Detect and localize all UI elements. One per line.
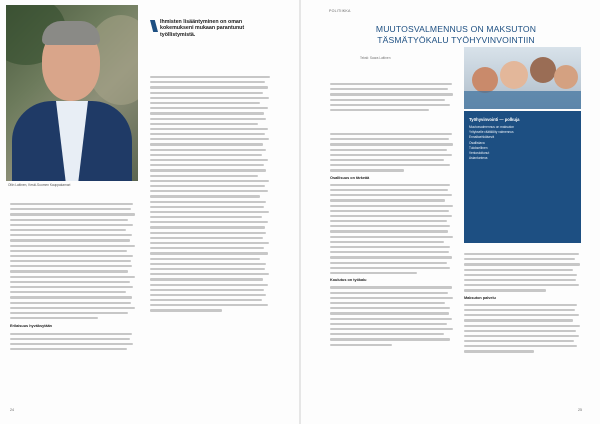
byline: Teksti: Saara Laitinen: [360, 56, 391, 60]
section-kicker: POLITIIKKA: [329, 9, 351, 13]
lead-paragraph: [330, 80, 454, 114]
info-box-item: Muutosvalmennus on maksuton: [469, 125, 515, 129]
quote-mark-icon: [150, 20, 158, 32]
title-line-2: TÄSMÄTYÖKALU TYÖHYVINVOINTIIN: [377, 34, 535, 45]
article-column-1: [10, 200, 136, 353]
team-photo: [464, 47, 581, 109]
article-title: [332, 24, 580, 45]
article-column-2: [150, 73, 270, 315]
info-box-title: Työhyvinvointi — polkuja: [469, 117, 520, 122]
photo-caption: Ollin Laitinen, Keski-Suomen Kauppakamari: [8, 183, 71, 187]
left-page: [0, 0, 299, 424]
info-box-item: Asiantunteva: [469, 156, 488, 161]
pull-quote: Ihmisten lisääntyminen on oman kokemukseni mukaan parantunut työllistymistä.: [160, 19, 245, 38]
right-page-number: 25: [578, 408, 582, 412]
article-column-4: [464, 250, 581, 356]
left-page-number: 24: [10, 408, 14, 412]
info-box-item: Tuloksellinen: [469, 145, 488, 150]
left-subheading: Erilaisuus hyväksytään: [10, 324, 52, 329]
title-line-1: MUUTOSVALMENNUS ON MAKSUTON: [375, 24, 537, 34]
info-box-item: Osallistava: [469, 140, 485, 145]
info-box-item: Verkostoitunut: [469, 151, 490, 156]
article-column-3: [330, 130, 454, 349]
right-subheading-3: Maksuton palvelu: [464, 295, 496, 300]
info-box: [464, 111, 581, 243]
right-subheading-2: Koulutus on työkalu: [330, 278, 367, 283]
info-box-item: Yritykselle räätälöity valmennus: [469, 130, 514, 135]
info-box-item: Ennaltaehkäisevä: [469, 135, 495, 140]
portrait-photo: [6, 5, 138, 181]
right-subheading-1: Osallisuus on tärkeää: [330, 175, 370, 180]
info-box-list: [469, 125, 577, 161]
